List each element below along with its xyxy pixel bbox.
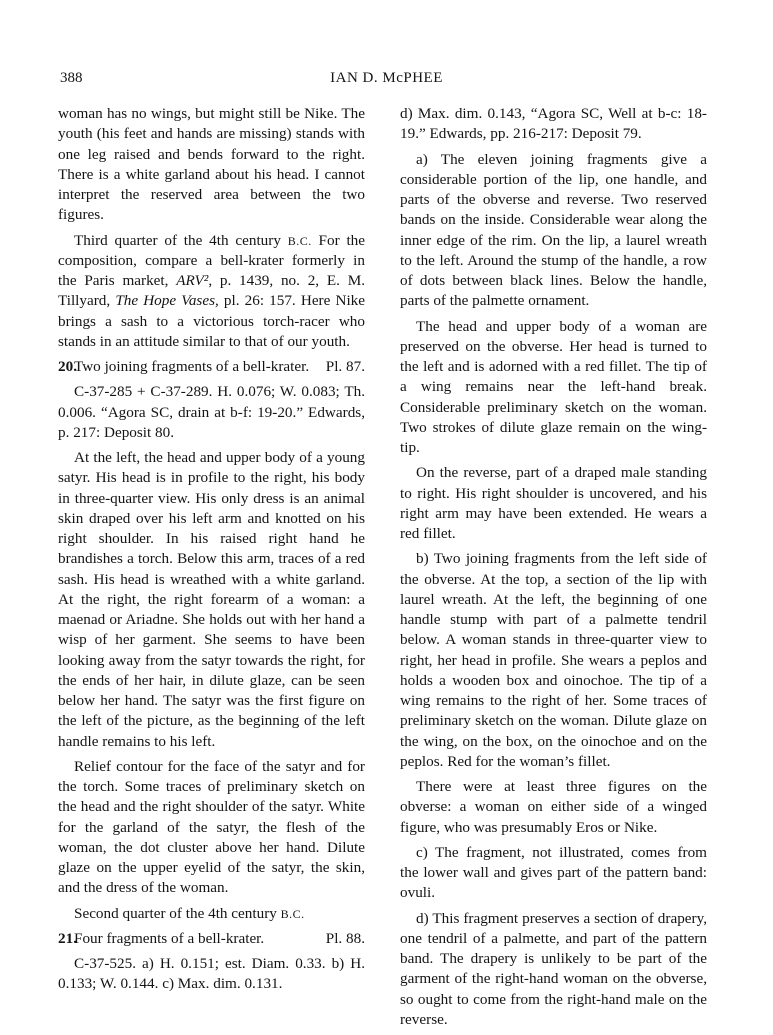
paragraph: There were at least three figures on the obverse: a woman on either side of a winged figure, who was presumably Eros or Nike. — [400, 778, 707, 836]
text: Third quarter of the 4th century — [74, 231, 288, 249]
paragraph: b) Two joining fragments from the left side of the obverse. At the top, a section of the lip with laurel wreath. At the left, the beginning of one handle stump with part of a palmette tendril below. A woman stands in three-quarter view to right, her head in profile. She wears a peplos and holds a wooden box and oinochoe. The tip of a wing remains to the right of her. Some traces of preliminary sketch on the woman. Dilute glaze on the wing, on the box, on the oinochoe and on the peplos. Red for the woman’s fillet. — [400, 550, 707, 770]
paragraph: Relief contour for the face of the satyr and for the torch. Some traces of preliminary sketch on the head and the right shoulder of the satyr. White for the garland of the satyr, the flesh of the woman, the dot cluster above her hand. Dilute glaze on the upper eyelid of the satyr, the skin, and the dress of the woman. — [58, 757, 365, 897]
catalogue-data: C-37-285 + C-37-289. H. 0.076; W. 0.083; Th. 0.006. “Agora SC, drain at b-f: 19-20.” Edwards, p. 217: Deposit 80. — [58, 383, 365, 441]
bc-abbrev: B.C. — [280, 906, 305, 921]
paragraph: At the left, the head and upper body of a young satyr. His head is in profile to the right, his body in three-quarter view. His only dress is an animal skin draped over his left arm and knotted on his right shoulder. In his raised right hand he brandishes a torch. Below this arm, traces of a red sash. His head is wreathed with a white garland. At the right, the right forearm of a woman: a maenad or Ariadne. She holds out with her hand a wisp of her garment. She seems to have been looking away from the satyr towards the right, for the ends of her hair, in dilute glaze, can be seen below her hand. The satyr was the first figure on the left of the picture, as the beginning of the left handle remains to his left. — [58, 449, 365, 750]
paragraph: a) The eleven joining fragments give a considerable portion of the lip, one handle, and parts of the obverse and reverse. Two reserved bands on the inside. Considerable wear along the inner edge of the rim. On the lip, a laurel wreath to the left. Around the stump of the handle, a row of dots between black lines. Below the handle, parts of the palmette ornament. — [400, 150, 707, 310]
paragraph: The head and upper body of a woman are preserved on the obverse. Her head is turned to the left and is adorned with a red fillet. The tip of a wing remains near the left-hand break. Considerable preliminary sketch on the woman. Two strokes of dilute glaze remain on the wing-tip. — [400, 317, 707, 456]
plate-reference: Pl. 88. — [325, 929, 365, 947]
paragraph-date — [58, 904, 365, 924]
citation-hope-vases: The Hope Vases — [115, 292, 215, 310]
catalogue-entry-21-heading — [58, 929, 365, 949]
entry-number: 21. — [58, 929, 77, 947]
paragraph: woman has no wings, but might still be Nike. The youth (his feet and hands are missing) stands with one leg raised and bends forward to the right. There is a white garland about his head. I cannot interpret the reserved area between the two figures. — [58, 105, 365, 224]
bc-abbrev: B.C. — [287, 233, 312, 248]
text: , p. 1439, no. 2, E. M. Tillyard, — [58, 272, 365, 310]
catalogue-data: C-37-525. a) H. 0.151; est. Diam. 0.33. b) H. 0.133; W. 0.144. c) Max. dim. 0.131. — [58, 955, 365, 993]
plate-reference: Pl. 87. — [325, 358, 365, 375]
catalogue-entry-20-heading — [58, 357, 365, 377]
paragraph-date-comparison — [58, 231, 365, 353]
citation-arv: ARV² — [176, 272, 209, 289]
text: Second quarter of the 4th century — [74, 904, 281, 922]
page-number: 388 — [60, 70, 83, 86]
paragraph: c) The fragment, not illustrated, comes from the lower wall and gives part of the pattern band: ovuli. — [400, 843, 707, 902]
left-column — [58, 104, 365, 1000]
catalogue-data-continued: d) Max. dim. 0.143, “Agora SC, Well at b-c: 18-19.” Edwards, pp. 216-217: Deposit 79. — [400, 105, 707, 143]
text: , pl. 26: 157. Here Nike brings a sash to a victorious torch-racer who stands in an attitude similar to that of our youth. — [58, 292, 366, 350]
entry-title: Two joining fragments of a bell-krater. — [74, 358, 310, 375]
entry-title: Four fragments of a bell-krater. — [74, 929, 265, 947]
paragraph: d) This fragment preserves a section of drapery, one tendril of a palmette, and part of the pattern band. The drapery is unlikely to be part of the garment of the right-hand woman on the obverse, so ought to come from the right-hand male on the reverse. — [400, 909, 707, 1028]
paragraph: On the reverse, part of a draped male standing to right. His right shoulder is uncovered, and his right arm may have been extended. He wears a red fillet. — [400, 464, 707, 542]
entry-number: 20. — [58, 358, 77, 375]
text: For the composition, compare a bell-krater formerly in the Paris market, — [58, 231, 365, 289]
right-column — [400, 104, 707, 1035]
running-head: IAN D. McPHEE — [330, 70, 443, 86]
